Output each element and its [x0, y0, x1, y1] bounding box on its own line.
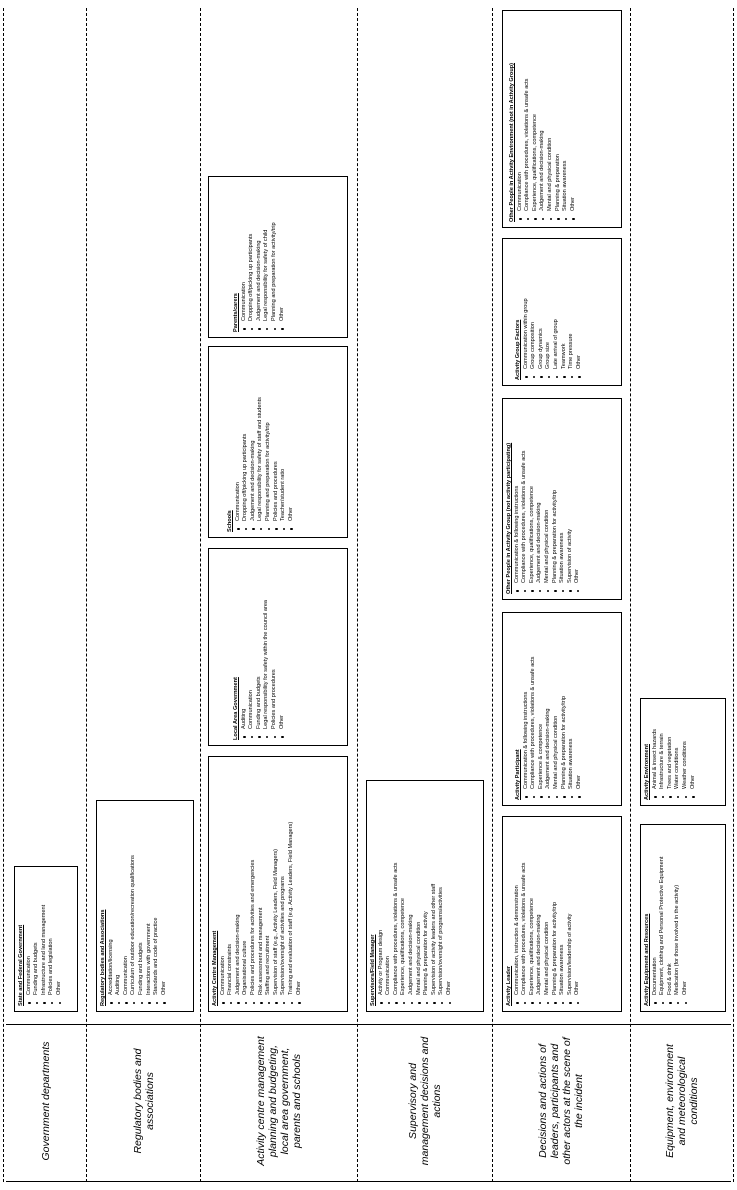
box-title: Schools: [227, 510, 233, 532]
list-item: Risk assessment and management: [258, 763, 266, 1006]
list-item: Legal responsibility for safety of staff and students: [257, 353, 265, 532]
band-separator: [733, 8, 734, 1182]
list-item: Trees and vegetation: [667, 705, 675, 800]
box-activity-participant: [502, 612, 622, 806]
list-item: Policies and procedures for activities and emergencies: [250, 763, 258, 1006]
list-item: Auditing: [241, 555, 249, 740]
list-item: Other: [682, 831, 690, 1006]
list-item: Infrastructure and land management: [41, 873, 49, 1006]
list-item: Experience & competence: [538, 619, 546, 800]
list-item: Water conditions: [674, 705, 682, 800]
list-item: Other: [576, 619, 584, 800]
list-item: Food & drink: [667, 831, 675, 1006]
list-item: Experience, qualifications, competence: [400, 787, 408, 1006]
list-item: Other: [288, 353, 296, 532]
list-item: Curriculum of outdoor education/recreation qualifications: [130, 807, 138, 1006]
list-item: Judgement and decision-making: [539, 17, 547, 222]
box-regulatory-bodies: [96, 800, 194, 1012]
list-item: Supervision of staff (e.g., Activity Leaders, Field Managers): [273, 763, 281, 1006]
list-item: Experience, qualifications, competence: [529, 405, 537, 594]
list-item: Other: [446, 787, 454, 1006]
list-item: Teacher/student ratio: [280, 353, 288, 532]
list-item: Experience, qualifications, competence: [529, 823, 537, 1006]
list-item: Group size: [545, 245, 553, 380]
list-item: Communication: [517, 17, 525, 222]
list-item: Planning & preparation: [555, 17, 563, 222]
list-item: Judgement and decision-making: [536, 823, 544, 1006]
list-item: Judgement and decision-making: [250, 353, 258, 532]
box-title: Parents/carers: [233, 293, 239, 332]
factor-list: [235, 353, 296, 532]
list-item: Funding and budgets: [256, 555, 264, 740]
list-item: Situation awareness: [559, 823, 567, 1006]
list-item: Planning & preparation for activity/trip: [561, 619, 569, 800]
list-item: Auditing: [115, 807, 123, 1006]
box-activity-centre-management: [208, 756, 348, 1012]
list-item: Other: [574, 823, 582, 1006]
factor-list: [514, 405, 582, 594]
box-activity-equipment-resources: [640, 824, 726, 1012]
list-item: Supervision of activity: [567, 405, 575, 594]
factor-list: [26, 873, 64, 1006]
list-item: Organisational culture: [242, 763, 250, 1006]
list-item: Communication: [235, 353, 243, 532]
box-title: Supervisors/Field Manager: [370, 934, 376, 1006]
box-title: Regulatory bodies and Associations: [100, 909, 106, 1006]
list-item: Late arrival of group: [553, 245, 561, 380]
box-title: Other People in Activity Environment (not in Activity Group): [509, 62, 515, 222]
list-item: Compliance with procedures, violations & unsafe acts: [521, 405, 529, 594]
box-title: State and Federal Government: [18, 924, 24, 1006]
list-item: Other: [279, 555, 287, 740]
list-item: Situation awareness: [559, 405, 567, 594]
label-divider-line: [6, 1181, 731, 1182]
list-item: Other: [574, 405, 582, 594]
band-label-supervisory: Supervisory and management decisions and actions: [406, 1036, 444, 1166]
list-item: Mental and physical condition: [547, 17, 555, 222]
list-item: Animal & insect hazards: [652, 705, 660, 800]
list-item: Communication: [241, 183, 249, 332]
list-item: Group composition: [530, 245, 538, 380]
list-item: Other: [279, 183, 287, 332]
factor-list: [378, 787, 454, 1006]
list-item: Supervision/oversight of programs/activities: [438, 787, 446, 1006]
list-item: Supervision/leadership of activity: [567, 823, 575, 1006]
list-item: Dropping off/picking up participants: [242, 353, 250, 532]
box-activity-environment: [640, 698, 726, 806]
list-item: Legal responsibility for safety within the council area: [263, 555, 271, 740]
box-other-people-in-environment: [502, 10, 622, 228]
band-label-regulatory: Regulatory bodies and associations: [131, 1048, 156, 1154]
factor-list: [652, 831, 690, 1006]
list-item: Medication (for those involved in the activity): [674, 831, 682, 1006]
band-separator: [630, 8, 631, 1182]
list-item: Group dynamics: [538, 245, 546, 380]
factor-list: [523, 619, 584, 800]
box-parents-carers: [208, 176, 348, 338]
list-item: Planning & preparation for activity/trip: [552, 405, 560, 594]
box-title: Activity Environment: [644, 744, 650, 800]
list-item: Equipment, clothing and Personal Protective Equipment: [659, 831, 667, 1006]
list-item: Other: [296, 763, 304, 1006]
box-title: Activity Group Factors: [515, 319, 521, 380]
list-item: Training and evaluation of staff (e.g. Activity Leaders, Field Managers): [288, 763, 296, 1006]
band-separator: [3, 8, 4, 1182]
list-item: Staffing and recruitment: [265, 763, 273, 1006]
list-item: Policies and procedures: [273, 353, 281, 532]
box-title: Local Area Government: [233, 677, 239, 740]
list-item: Mental and physical condition: [553, 619, 561, 800]
band-label-activity-centre: Activity centre management planning and budgeting, local area government, parents and schools: [254, 1036, 304, 1166]
factor-list: [652, 705, 698, 800]
list-item: Time pressure: [568, 245, 576, 380]
band-label-leaders-participants: Decisions and actions of leaders, participants and other actors at the scene of the incident: [536, 1037, 586, 1165]
factor-list: [514, 823, 582, 1006]
box-schools: [208, 346, 348, 538]
list-item: Communication: [248, 555, 256, 740]
list-item: Documentation: [652, 831, 660, 1006]
list-item: Other: [56, 873, 64, 1006]
list-item: Situation awareness: [568, 619, 576, 800]
list-item: Supervision/oversight of activities and programs: [280, 763, 288, 1006]
list-item: Communication: [220, 763, 228, 1006]
list-item: Communication: [123, 807, 131, 1006]
list-item: Compliance with procedures, violations & unsafe acts: [521, 823, 529, 1006]
box-title: Activity Leader: [506, 965, 512, 1006]
box-title: Other People in Activity Group (not activity participating): [506, 442, 512, 594]
list-item: Mental and physical condition: [544, 823, 552, 1006]
list-item: Mental and physical condition: [544, 405, 552, 594]
list-item: Judgement and decision-making: [545, 619, 553, 800]
band-separator: [492, 8, 493, 1182]
list-item: Judgement and decision-making: [408, 787, 416, 1006]
list-item: Planning & preparation for activity/trip: [552, 823, 560, 1006]
list-item: Compliance with procedures, violations & unsafe acts: [524, 17, 532, 222]
box-title: Activity Centre Management: [212, 930, 218, 1006]
list-item: Weather conditions: [682, 705, 690, 800]
list-item: Compliance with procedures, violations & unsafe acts: [530, 619, 538, 800]
list-item: Communication within group: [523, 245, 531, 380]
list-item: Funding and budgets: [33, 873, 41, 1006]
list-item: Financial constraints: [227, 763, 235, 1006]
list-item: Infrastructure & terrain: [659, 705, 667, 800]
list-item: Judgement and decision-making: [536, 405, 544, 594]
list-item: Supervision of activity leaders and other staff: [431, 787, 439, 1006]
list-item: Judgement and decision-making: [235, 763, 243, 1006]
list-item: Dropping off/picking up participants: [248, 183, 256, 332]
band-separator: [86, 8, 87, 1182]
band-label-equipment-environment: Equipment, environment and meteorological conditions: [663, 1044, 701, 1158]
label-divider-line: [6, 1024, 731, 1025]
list-item: Communication, instruction & demonstration: [514, 823, 522, 1006]
list-item: Judgement and decision-making: [256, 183, 264, 332]
band-separator: [200, 8, 201, 1182]
list-item: Communication & following instructions: [514, 405, 522, 594]
list-item: Other: [690, 705, 698, 800]
factor-list: [108, 807, 169, 1006]
box-local-area-government: [208, 548, 348, 746]
box-activity-group-factors: [502, 238, 622, 386]
box-title: Activity Equipment and Resources: [644, 913, 650, 1006]
list-item: Funding and budgets: [138, 807, 146, 1006]
list-item: Compliance with procedures, violations & unsafe acts: [393, 787, 401, 1006]
list-item: Communication: [385, 787, 393, 1006]
list-item: Planning & preparation for activity: [423, 787, 431, 1006]
list-item: Interactions with government: [146, 807, 154, 1006]
band-separator: [357, 8, 358, 1182]
factor-list: [241, 183, 287, 332]
box-supervisors-field-manager: [366, 780, 484, 1012]
box-activity-leader: [502, 816, 622, 1012]
list-item: Communication: [26, 873, 34, 1006]
list-item: Legal responsibility for safety of child: [263, 183, 271, 332]
box-other-people-in-group: [502, 398, 622, 600]
factor-list: [241, 555, 287, 740]
list-item: Policies and procedures: [271, 555, 279, 740]
list-item: Experience, qualifications, competence: [532, 17, 540, 222]
factor-list: [220, 763, 304, 1006]
list-item: Other: [161, 807, 169, 1006]
factor-list: [517, 17, 578, 222]
list-item: Teamwork: [561, 245, 569, 380]
list-item: Other: [570, 17, 578, 222]
list-item: Accreditation/licensing: [108, 807, 116, 1006]
list-item: Activity or Program design: [378, 787, 386, 1006]
list-item: Planning and preparation for activity/trip: [265, 353, 273, 532]
list-item: Standards and code of practice: [153, 807, 161, 1006]
list-item: Mental and physical condition: [416, 787, 424, 1006]
list-item: Situation awareness: [562, 17, 570, 222]
box-state-federal-government: [14, 866, 78, 1012]
list-item: Other: [576, 245, 584, 380]
list-item: Communication & following instructions: [523, 619, 531, 800]
list-item: Policies and legislation: [48, 873, 56, 1006]
factor-list: [523, 245, 584, 380]
band-label-government: Government departments: [39, 1041, 52, 1161]
list-item: Planning and preparation for activity/trip: [271, 183, 279, 332]
box-title: Activity Participant: [515, 749, 521, 800]
